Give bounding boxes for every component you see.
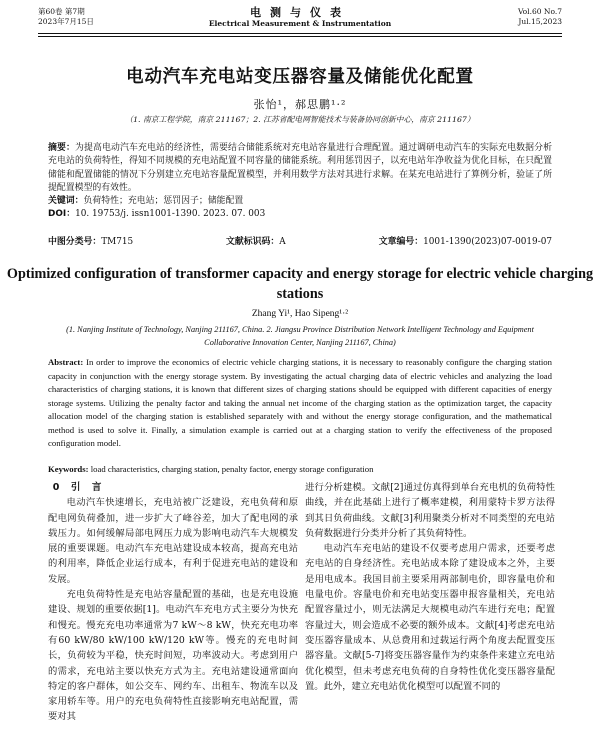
- running-header: [38, 7, 562, 31]
- body-paragraph: 充电负荷特性是充电站容量配置的基础，也是充电设施建设、规划的重要依据[1]。电动汽车充电方式主要分为快充和慢充。慢充充电功率通常为7 kW～8 kW，快充充电功率有60 kW/80 kW/100 kW/120 kW等。慢充的充电时间长，负荷较为平稳，快充时间短，功率波动大。考虑到用户的需求，充电站主要以快充方式为主。充电站建设通常面向特定的客户群体，如公交车、网约车、出租车、物流车以及家用轿车等。用户的充电负荷特性直接影响充电站配置，需要对其: [48, 589, 298, 723]
- article-no-value: 1001-1390(2023)07-0019-07: [423, 237, 552, 247]
- clc-label: 中图分类号：: [48, 237, 102, 247]
- header-date-en: Jul.15,2023: [518, 17, 562, 26]
- doc-code-label: 文献标识码：: [226, 237, 280, 247]
- authors-cn: 张怡¹，郝思鹏¹·²: [253, 98, 347, 111]
- doc-code-field: [226, 236, 286, 249]
- header-journal-cn: 电测与仪表: [250, 6, 350, 19]
- section-heading-introduction: 0 引 言: [52, 482, 103, 493]
- body-column-left: [48, 480, 298, 725]
- affiliation-cn: （1. 南京工程学院，南京 211167；2. 江苏省配电网智能技术与装备协同创新中心，南京 211167）: [125, 115, 475, 124]
- header-volume-issue-cn: 第60卷 第7期: [38, 7, 85, 16]
- keywords-cn-label: 关键词：: [48, 196, 84, 207]
- body-paragraph: 进行分析建模。文献[2]通过仿真得到单台充电机的负荷特性曲线，并在此基础上进行了概率建模，利用蒙特卡罗方法得到其日负荷曲线。文献[3]利用聚类分析对不同类型的充电站负荷数据进行分类并分析了其负荷特性。: [305, 482, 555, 539]
- header-rule-thick: [38, 33, 562, 34]
- keywords-en-label: Keywords:: [48, 464, 89, 474]
- clc-value: TM715: [101, 237, 134, 247]
- body-paragraph: 电动汽车快速增长，充电站被广泛建设，充电负荷和原配电网负荷叠加，进一步扩大了峰谷差，加大了配电网的承载压力。如何缓解局部电网压力成为影响电动汽车大规模发展的重要课题。电动汽车充电站建设成本较高，提高充电站的利用率，降低企业运行成本，有利于促进充电站的建设和发展。: [48, 497, 298, 585]
- doc-code-value: A: [279, 237, 286, 247]
- affiliation-en: (1. Nanjing Institute of Technology, Nanjing 211167, China. 2. Jiangsu Province Distribution Network Intelligent Technology and Equipment Collaborative Innovation Center, Nanjing 211167, China): [66, 325, 534, 347]
- header-journal-en: Electrical Measurement & Instrumentation: [208, 19, 392, 28]
- keywords-en: [48, 463, 552, 476]
- body-paragraph: 电动汽车充电站的建设不仅要考虑用户需求，还要考虑充电站的自身经济性。充电站成本除了建设成本之外，主要是用电成本。我国目前主要采用两部制电价，即容量电价和电量电价。容量电价和充电站变压器申报容量相关，充电站配置容量过小，则无法满足大规模电动汽车进行充电；配置容量过大，则会造成不必要的额外成本。文献[4]考虑充电站变压器容量成本、从总费用和过载运行两个角度去配置变压器容量。文献[5-7]将变压器容量作为约束条件来建立充电站优化模型，但未考虑充电负荷的自身特性优化变压器容量配置。此外，建立充电站优化模型可以配置不同的: [305, 543, 555, 692]
- keywords-cn: [48, 195, 552, 208]
- authors-en: Zhang Yi¹, Hao Sipeng¹·²: [251, 309, 349, 319]
- header-center: [38, 7, 562, 29]
- article-no-field: [379, 236, 552, 249]
- abstract-cn-text: 为提高电动汽车充电站的经济性，需要结合储能系统对充电站容量进行合理配置。通过调研电动汽车的实际充电数据分析充电站的负荷特性，得知不同规模的充电站配置不同容量的储能系统。利用惩罚因子，以充电站年净收益为优化目标，在只配置储能和配置储能的情况下分别建立充电站容量配置模型，并利用数学方法对其进行求解。在某充电站进行了算例分析，验证了所提配置模型的有效性。: [48, 143, 553, 193]
- abstract-en-label: Abstract:: [48, 357, 84, 367]
- abstract-cn: [48, 142, 552, 195]
- abstract-en-text: In order to improve the economics of electric vehicle charging stations, it is necessary to reasonably configure the charging station capacity in conjunction with the energy storage system. By investigating the actual charging data of electric vehicles and analyzing the load characteristics of charging stations, it is known that different sizes of charging stations should be equipped with different capacities of energy storage systems. Utilizing the penalty factor and taking the annual net income of the charging station as the optimization target, the capacity allocation model of the charging station is established separately with and without the energy storage configuration, and the mathematical method is used to solve it. Finally, a simulation example is carried out at a charging station to verify the effectiveness of the proposed configuration model.: [48, 357, 552, 448]
- article-no-label: 文章编号：: [378, 237, 424, 247]
- header-volume-issue-en: Vol.60 No.7: [517, 7, 562, 16]
- header-date-cn: 2023年7月15日: [38, 17, 94, 26]
- keywords-cn-text: 负荷特性；充电站；惩罚因子；储能配置: [83, 196, 244, 207]
- header-right: [518, 7, 562, 27]
- abstract-en: [48, 356, 552, 451]
- paper-title-cn: 电动汽车充电站变压器容量及储能优化配置: [126, 67, 474, 87]
- clc-field: [48, 236, 133, 249]
- doi-text: 10. 19753/j. issn1001-1390. 2023. 07. 003: [75, 209, 266, 220]
- abstract-cn-block: [48, 142, 552, 222]
- doi-line: [48, 208, 552, 221]
- abstract-cn-label: 摘要：: [48, 143, 76, 153]
- paper-title-en: Optimized configuration of transformer capacity and energy storage for electric vehicle charging stations: [6, 266, 594, 302]
- body-column-right: [305, 480, 555, 694]
- abstract-en-block: [48, 356, 552, 451]
- doi-label: DOI：: [48, 209, 76, 220]
- header-rule-thin: [38, 36, 562, 37]
- keywords-en-text: load characteristics, charging station, penalty factor, energy storage configuration: [90, 464, 374, 474]
